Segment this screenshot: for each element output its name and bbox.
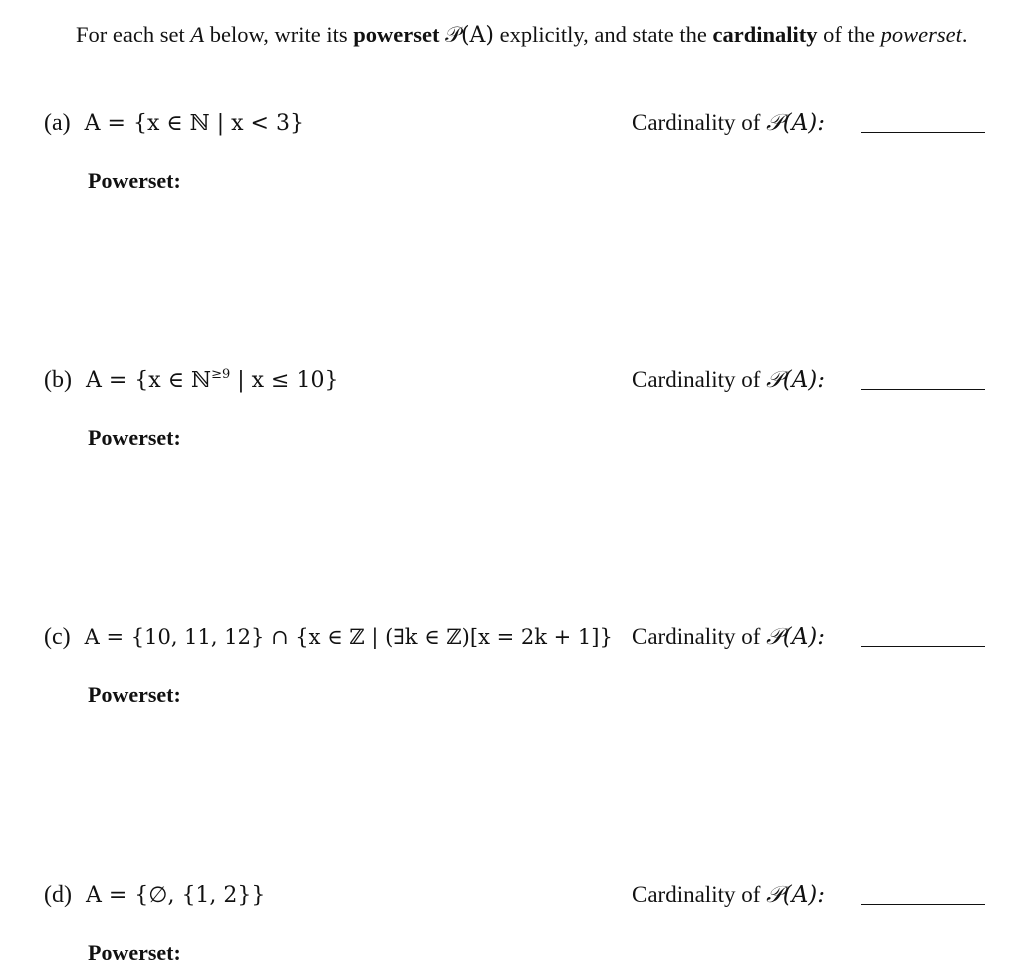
part-label: (c): [44, 624, 71, 650]
cardinality-label: Cardinality of: [632, 367, 761, 392]
italic-term-powerset: powerset: [880, 22, 962, 47]
set-expression: [86, 368, 338, 393]
powerset-heading: Powerset:: [88, 940, 181, 965]
bold-term-powerset: powerset: [353, 22, 440, 47]
powerset-symbol: 𝒫(A):: [766, 624, 826, 650]
cardinality-label: Cardinality of: [632, 110, 761, 135]
instructions-period: .: [961, 22, 968, 47]
set-expression-superscript: ≥9: [211, 367, 231, 382]
part-c: [0, 622, 1024, 707]
instructions: [26, 20, 986, 51]
powerset-symbol: 𝒫(A):: [766, 367, 826, 393]
powerset-notation: 𝒫(A): [445, 23, 495, 48]
cardinality-answer-blank[interactable]: [861, 904, 985, 905]
powerset-heading: Powerset:: [88, 425, 181, 450]
part-label: (d): [44, 882, 72, 908]
part-label: (a): [44, 110, 71, 136]
cardinality-prompt: [632, 365, 825, 395]
instructions-text: of the: [823, 22, 875, 47]
instructions-text: below, write its: [209, 22, 348, 47]
cardinality-answer-blank[interactable]: [861, 389, 985, 390]
instructions-text: For each set: [76, 22, 185, 47]
cardinality-label: Cardinality of: [632, 882, 761, 907]
cardinality-answer-blank[interactable]: [861, 132, 985, 133]
part-label: (b): [44, 367, 72, 393]
cardinality-prompt: [632, 622, 825, 652]
set-definition: [44, 622, 613, 652]
set-definition: [44, 880, 265, 911]
instructions-text: explicitly, and state the: [499, 22, 707, 47]
part-b: [0, 365, 1024, 450]
powerset-heading: Powerset:: [88, 168, 181, 193]
set-expression-post: | x ≤ 10}: [230, 368, 339, 393]
set-definition: [44, 365, 338, 396]
powerset-heading: Powerset:: [88, 682, 181, 707]
powerset-symbol: 𝒫(A):: [766, 110, 826, 136]
part-d: [0, 880, 1024, 965]
cardinality-label: Cardinality of: [632, 624, 761, 649]
set-expression: A = {∅, {1, 2}}: [85, 883, 266, 908]
part-a: [0, 108, 1024, 193]
cardinality-prompt: [632, 880, 825, 910]
set-variable: A: [190, 22, 205, 47]
set-expression-pre: A = {x ∈ ℕ: [85, 368, 212, 393]
bold-term-cardinality: cardinality: [712, 22, 818, 47]
cardinality-answer-blank[interactable]: [861, 646, 985, 647]
set-expression: A = {10, 11, 12} ∩ {x ∈ ℤ | (∃k ∈ ℤ)[x = 2k + 1]}: [84, 625, 613, 649]
cardinality-prompt: [632, 108, 825, 138]
set-expression: A = {x ∈ ℕ | x < 3}: [84, 111, 304, 136]
powerset-symbol: 𝒫(A):: [766, 882, 826, 908]
set-definition: [44, 108, 304, 139]
